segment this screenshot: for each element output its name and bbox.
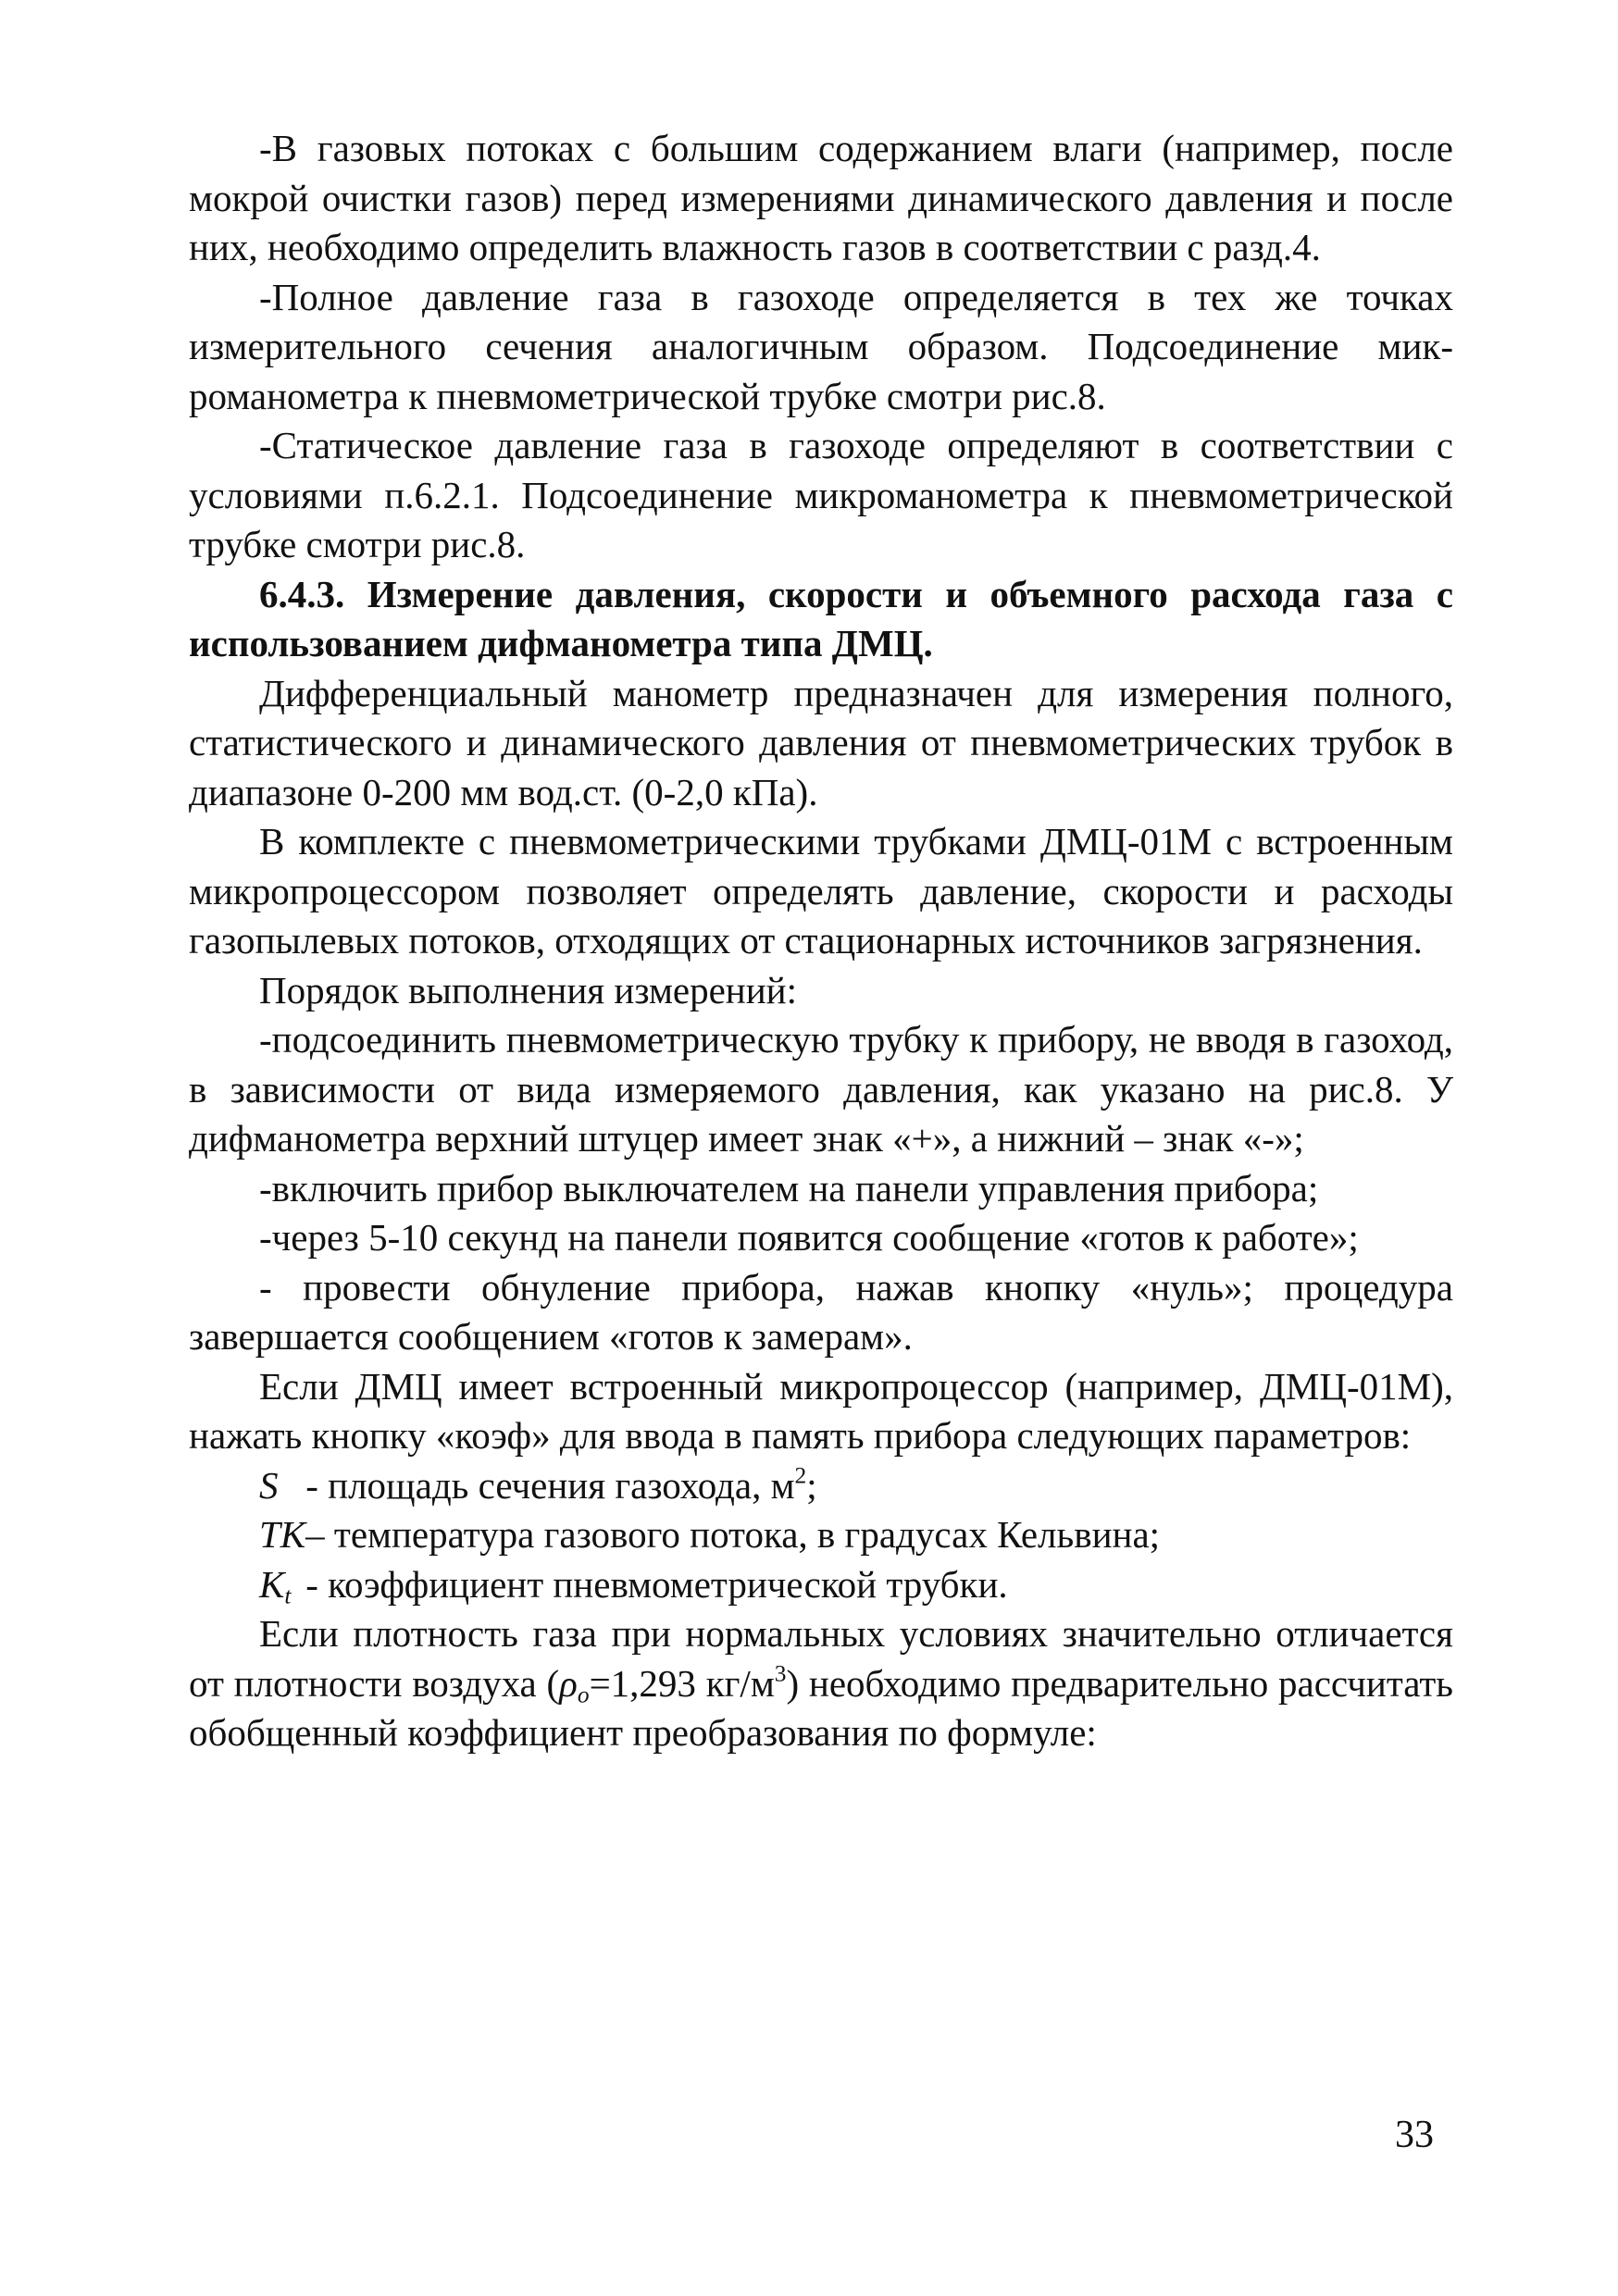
body-text [189,124,1453,1758]
symbol-tk: TK [259,1513,306,1556]
definition-kt-text: - коэффициент пневмометрической трубки. [305,1562,1008,1606]
definition-s-text: - площадь сечения газохода, м [305,1463,795,1507]
step-connect-tube: -подсоединить пневмометрическую трубку к прибору, не вводя в газоход, в зависимости от вида измеряемого давления, как указано на рис.8. У дифманометра верхний штуцер имеет знак «+», а нижний – знак «-»; [189,1018,1453,1160]
definition-s-superscript: 2 [794,1461,807,1488]
step-power-on: -включить прибор выключателем на панели управления прибора; [259,1166,1319,1210]
density-text-before: Если плотность газа при нормальных условиях значительно отличается от плотности воздуха ( [189,1612,1453,1705]
paragraph-differential-manometer: Дифференциальный манометр предназначен для измерения полного, статистического и динамического давления от пневмометрических трубок в диапазоне 0-200 мм вод.ст. (0-2,0 кПа). [189,671,1453,813]
step-ready-message: -через 5-10 секунд на панели появится сообщение «готов к работе»; [259,1216,1359,1259]
section-heading-6-4-3: 6.4.3. Измерение давления, скорости и объемного расхода газа с использованием дифманометра типа ДМЦ. [189,572,1453,664]
definition-s [189,1461,1453,1511]
definition-tk-text: – температура газового потока, в градусах Кельвина; [305,1513,1161,1556]
definition-kt [189,1560,1453,1610]
rho-symbol: ρ [559,1661,578,1705]
symbol-kt-subscript: t [284,1582,292,1608]
paragraph-moisture-note: -В газовых потоках с большим содержанием влаги (например, после мокрой очистки газов) перед измерениями динамического давления и после них, необходимо определить влажность газов в соответствии с разд.4. [189,127,1453,268]
symbol-kt [259,1560,296,1610]
paragraph-procedure-title: Порядок выполнения измерений: [259,968,798,1011]
rho-superscript: 3 [774,1659,787,1686]
definition-s-tail: ; [806,1463,817,1507]
step-zeroing: - провести обнуление прибора, нажав кнопку «нуль»; процедура завершается сообщением «готов к замерам». [189,1265,1453,1358]
definition-tk [189,1510,1453,1560]
density-text-after: ) необходимо предварительно рассчитать обобщенный коэффициент преобразования по формуле: [189,1661,1453,1754]
symbol-kt-base: K [259,1562,285,1606]
rho-value: =1,293 кг/м [589,1661,775,1705]
rho-subscript: o [577,1681,590,1707]
paragraph-density-conversion [189,1609,1453,1758]
paragraph-static-pressure: -Статическое давление газа в газоходе определяют в соответствии с условиями п.6.2.1. Подсоединение микроманометра к пневмометрической трубке смотри рис.8. [189,424,1453,565]
paragraph-total-pressure: -Полное давление газа в газоходе определяется в тех же точках измерительного сечения аналогичным образом. Подсоединение микроманометра к пневмометрической трубке смотри рис.8. [189,275,1453,417]
paragraph-dmc-01m-kit: В комплекте с пневмометрическими трубками ДМЦ-01М с встроенным микропроцессором позволяет определять давление, скорости и расходы газопылевых потоков, отходящих от стационарных источников загрязнения. [189,820,1453,962]
paragraph-microprocessor-params: Если ДМЦ имеет встроенный микропроцессор (например, ДМЦ-01М), нажать кнопку «коэф» для ввода в память прибора следующих параметров: [189,1364,1453,1457]
symbol-s: S [259,1463,279,1507]
page-number: 33 [1395,2114,1434,2156]
